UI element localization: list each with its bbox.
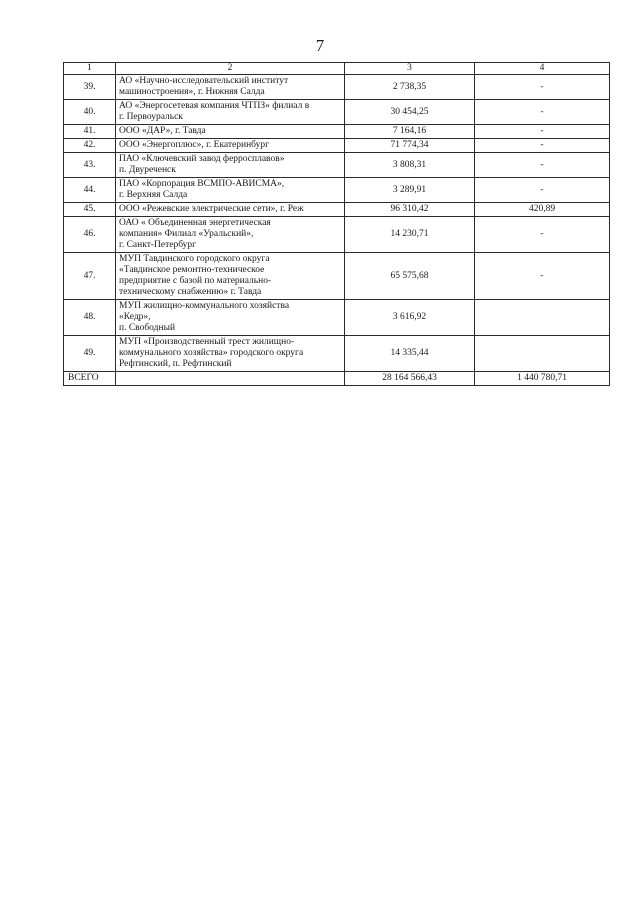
- amount-cell: 96 310,42: [345, 203, 475, 217]
- organization-name-line: АО «Энергосетевая компания ЧТПЗ» филиал в: [119, 101, 310, 111]
- organization-name: [116, 125, 345, 139]
- total-amount: 28 164 566,43: [345, 372, 475, 386]
- table-header-row: [64, 63, 610, 75]
- organization-name: [116, 100, 345, 125]
- organization-name: [116, 178, 345, 203]
- organization-name-line: г. Верхняя Салда: [119, 190, 188, 200]
- table-row: [64, 153, 610, 178]
- column-4-cell: [475, 300, 610, 336]
- organization-name: [116, 139, 345, 153]
- row-number: 45.: [64, 203, 116, 217]
- organization-name: [116, 217, 345, 253]
- row-number: 46.: [64, 217, 116, 253]
- table-row: [64, 300, 610, 336]
- row-number: 41.: [64, 125, 116, 139]
- organization-name-line: компания» Филиал «Уральский»,: [119, 229, 254, 239]
- organization-name-line: коммунального хозяйства» городского округа: [119, 348, 304, 358]
- organization-name: [116, 300, 345, 336]
- column-4-cell: [475, 336, 610, 372]
- organization-name-line: ОАО « Объединенная энергетическая: [119, 218, 271, 228]
- amount-cell: 2 738,35: [345, 75, 475, 100]
- column-4-cell: -: [475, 75, 610, 100]
- organization-name: [116, 75, 345, 100]
- amount-cell: 3 289,91: [345, 178, 475, 203]
- table-row: [64, 178, 610, 203]
- organization-name-line: «Кедр»,: [119, 312, 151, 322]
- organization-name-line: г. Санкт-Петербург: [119, 240, 197, 250]
- table-row: [64, 203, 610, 217]
- column-4-cell: -: [475, 153, 610, 178]
- table-row: [64, 336, 610, 372]
- organization-name-line: п. Свободный: [119, 323, 176, 333]
- amount-cell: 7 164,16: [345, 125, 475, 139]
- amount-cell: 3 616,92: [345, 300, 475, 336]
- row-number: 43.: [64, 153, 116, 178]
- column-header-2: 2: [116, 63, 345, 75]
- amount-cell: 65 575,68: [345, 253, 475, 300]
- column-4-cell: -: [475, 217, 610, 253]
- amount-cell: 30 454,25: [345, 100, 475, 125]
- organization-name-line: МУП Тавдинского городского округа: [119, 254, 270, 264]
- amount-cell: 14 335,44: [345, 336, 475, 372]
- organization-name-line: техническому снабжению» г. Тавда: [119, 287, 262, 297]
- row-number: 42.: [64, 139, 116, 153]
- organization-name: [116, 153, 345, 178]
- total-empty-cell: [116, 372, 345, 386]
- row-number: 44.: [64, 178, 116, 203]
- column-header-3: 3: [345, 63, 475, 75]
- amount-cell: 14 230,71: [345, 217, 475, 253]
- organization-name-line: машиностроения», г. Нижняя Салда: [119, 87, 265, 97]
- table-row: [64, 75, 610, 100]
- organization-name-line: ПАО «Корпорация ВСМПО-АВИСМА»,: [119, 179, 285, 189]
- amount-cell: 3 808,31: [345, 153, 475, 178]
- row-number: 40.: [64, 100, 116, 125]
- column-header-4: 4: [475, 63, 610, 75]
- organization-name: [116, 253, 345, 300]
- total-column-4: 1 440 780,71: [475, 372, 610, 386]
- organization-name: [116, 336, 345, 372]
- column-4-cell: -: [475, 178, 610, 203]
- organization-name-line: «Тавдинское ремонтно-техническое: [119, 265, 265, 275]
- data-table: [63, 62, 610, 386]
- column-header-1: 1: [64, 63, 116, 75]
- organization-name-line: МУП «Производственный трест жилищно-: [119, 337, 295, 347]
- total-row: [64, 372, 610, 386]
- organization-name-line: ПАО «Ключевский завод ферросплавов»: [119, 154, 285, 164]
- column-4-cell: -: [475, 100, 610, 125]
- organization-name-line: ООО «Энергоплюс», г. Екатеринбург: [119, 140, 270, 150]
- table-row: [64, 100, 610, 125]
- column-4-cell: -: [475, 253, 610, 300]
- organization-name-line: Рефтинский, п. Рефтинский: [119, 359, 232, 369]
- total-label: ВСЕГО: [64, 372, 116, 386]
- organization-name-line: МУП жилищно-коммунального хозяйства: [119, 301, 290, 311]
- table-row: [64, 125, 610, 139]
- organization-name: [116, 203, 345, 217]
- column-4-cell: -: [475, 125, 610, 139]
- row-number: 49.: [64, 336, 116, 372]
- organization-name-line: ООО «Режевские электрические сети», г. Реж: [119, 204, 304, 214]
- organization-name-line: ООО «ДАР», г. Тавда: [119, 126, 206, 136]
- table-body: [64, 63, 610, 386]
- amount-cell: 71 774,34: [345, 139, 475, 153]
- table-row: [64, 217, 610, 253]
- organization-name-line: АО «Научно-исследовательский институт: [119, 76, 289, 86]
- organization-name-line: п. Двуреченск: [119, 165, 176, 175]
- table-row: [64, 253, 610, 300]
- organization-name-line: г. Первоуральск: [119, 112, 183, 122]
- row-number: 47.: [64, 253, 116, 300]
- column-4-cell: 420,89: [475, 203, 610, 217]
- page-number: 7: [315, 36, 325, 55]
- row-number: 39.: [64, 75, 116, 100]
- row-number: 48.: [64, 300, 116, 336]
- table-row: [64, 139, 610, 153]
- organization-name-line: предприятие с базой по материально-: [119, 276, 272, 286]
- column-4-cell: -: [475, 139, 610, 153]
